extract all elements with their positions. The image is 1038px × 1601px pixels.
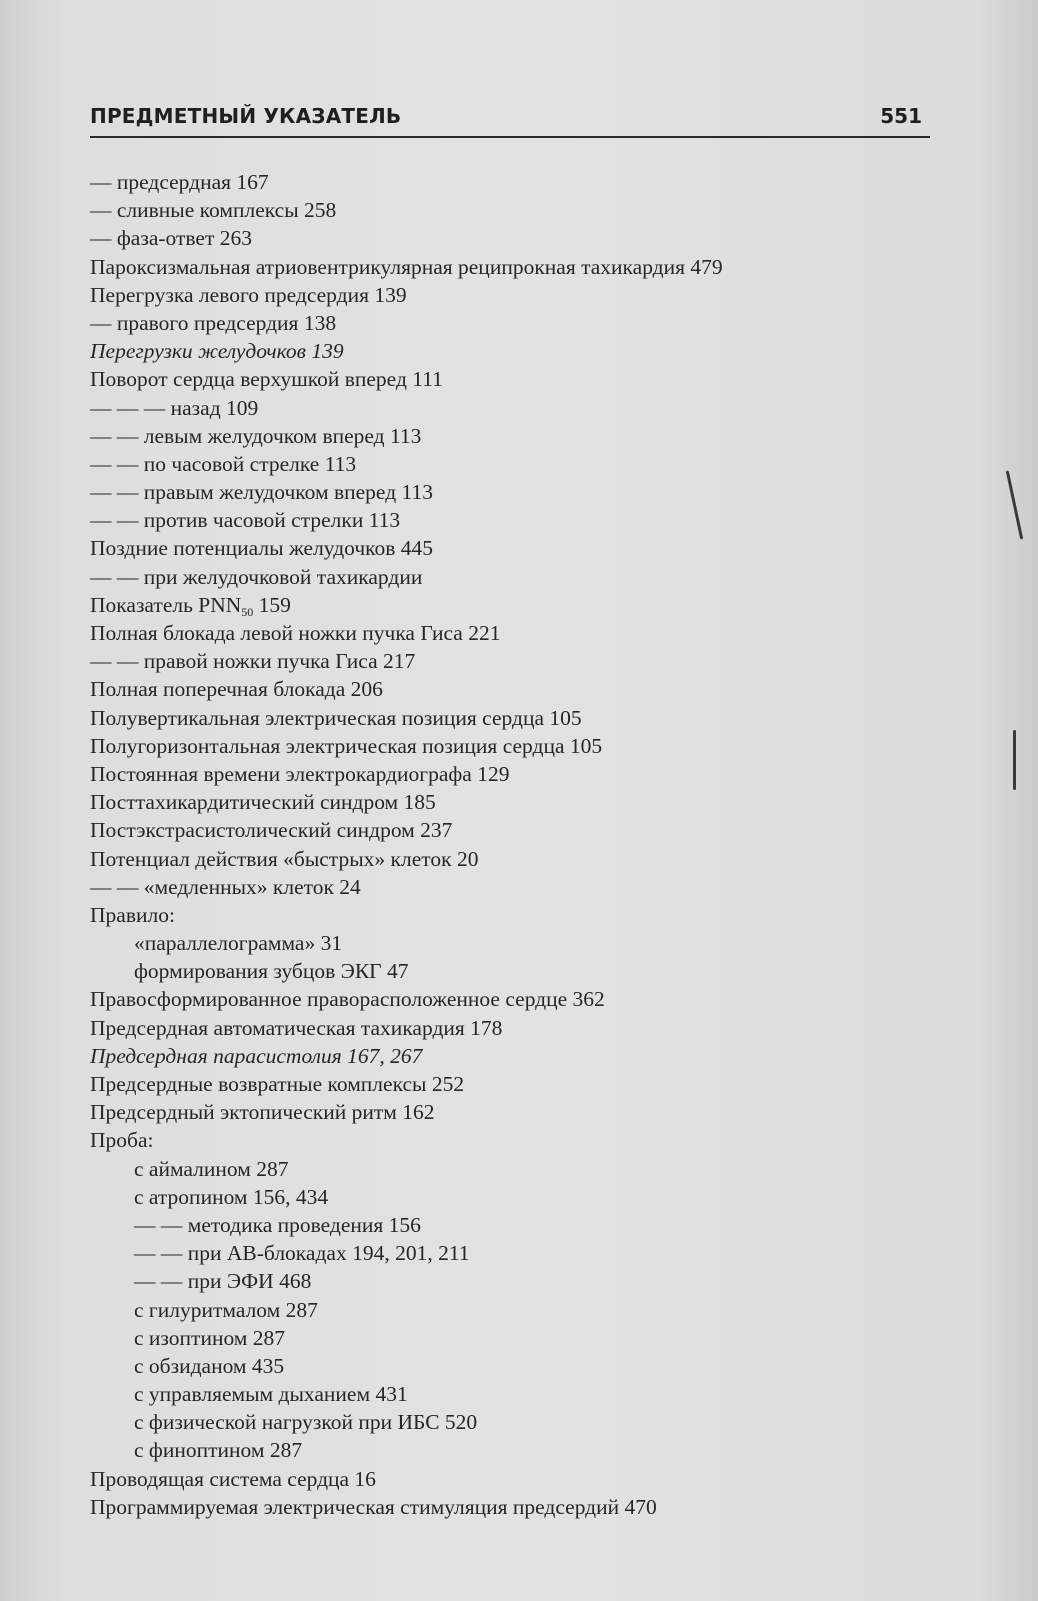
index-entry: Программируемая электрическая стимуляция предсердий 470 [90, 1494, 657, 1519]
index-entry: — — правой ножки пучка Гиса 217 [90, 649, 416, 674]
index-entry: Правосформированное праворасположенное сердце 362 [90, 987, 605, 1012]
index-entry: — — правым желудочком вперед 113 [90, 480, 433, 505]
index-entry-italic: Предсердная парасистолия 167, 267 [90, 1043, 423, 1068]
index-entry: — — «медленных» клеток 24 [90, 874, 361, 899]
index-entry: Правило: [90, 902, 175, 927]
index-subentry: формирования зубцов ЭКГ 47 [134, 959, 409, 984]
index-entry: Поворот сердца верхушкой вперед 111 [90, 367, 443, 392]
index-subentry: с изоптином 287 [134, 1325, 286, 1350]
index-entry: — фаза-ответ 263 [90, 226, 252, 251]
index-subentry: с физической нагрузкой при ИБС 520 [134, 1410, 478, 1435]
index-entry: Проба: [90, 1128, 154, 1153]
index-subentry: с гилуритмалом 287 [134, 1297, 318, 1322]
index-entry-italic: Перегрузки желудочков 139 [90, 339, 344, 364]
header-title: ПРЕДМЕТНЫЙ УКАЗАТЕЛЬ [90, 104, 402, 128]
index-entry: Пароксизмальная атриовентрикулярная реципрокная тахикардия 479 [90, 254, 723, 279]
scan-edge-mark [1013, 730, 1016, 790]
index-entry: — сливные комплексы 258 [90, 198, 337, 223]
index-entry: Перегрузка левого предсердия 139 [90, 282, 407, 307]
index-subentry: с аймалином 287 [134, 1156, 289, 1181]
page-number: 551 [880, 104, 922, 128]
index-entry: — — при желудочковой тахикардии [90, 564, 423, 589]
index-entry: Предсердный эктопический ритм 162 [90, 1100, 435, 1125]
index-subentry: с финоптином 287 [134, 1438, 303, 1463]
scan-edge-mark [1006, 470, 1023, 539]
subscript: 50 [241, 604, 254, 619]
index-subentry: — — методика проведения 156 [134, 1212, 421, 1237]
index-entry: Полная поперечная блокада 206 [90, 677, 383, 702]
running-header [90, 102, 930, 138]
index-entry: Потенциал действия «быстрых» клеток 20 [90, 846, 479, 871]
index-entry: Полугоризонтальная электрическая позиция сердца 105 [90, 733, 603, 758]
index-entry: Посттахикардитический синдром 185 [90, 790, 436, 815]
index-subentry: с обзиданом 435 [134, 1353, 285, 1378]
index-entry: Полная блокада левой ножки пучка Гиса 221 [90, 621, 501, 645]
index-entry: Предсердная автоматическая тахикардия 178 [90, 1015, 503, 1040]
index-entry: Проводящая система сердца 16 [90, 1466, 376, 1491]
index-entry: Полувертикальная электрическая позиция сердца 105 [90, 705, 582, 730]
index-subentry: с управляемым дыханием 431 [134, 1382, 408, 1407]
index-entry: Показатель $PNN_{50}$ 159 [90, 592, 291, 619]
index-subentry: — — при АВ-блокадах 194, 201, 211 [134, 1241, 470, 1266]
index-entry: Предсердные возвратные комплексы 252 [90, 1072, 465, 1096]
index-subentry: — — при ЭФИ 468 [134, 1269, 312, 1294]
index-entry: — правого предсердия 138 [90, 310, 337, 335]
index-subentry: с атропином 156, 434 [134, 1184, 329, 1209]
index-entry: — — — назад 109 [90, 395, 259, 420]
index-subentry: «параллелограмма» 31 [134, 931, 343, 956]
index-entry: — — левым желудочком вперед 113 [90, 423, 422, 448]
index-entry: Постэкстрасистолический синдром 237 [90, 818, 453, 843]
index-entry: Поздние потенциалы желудочков 445 [90, 536, 434, 561]
index-entries [90, 168, 930, 1521]
index-entry: — предсердная 167 [90, 170, 269, 194]
index-entry: — — по часовой стрелке 113 [90, 451, 357, 476]
index-entry: — — против часовой стрелки 113 [90, 508, 401, 533]
index-entry: Постоянная времени электрокардиографа 129 [90, 761, 510, 786]
